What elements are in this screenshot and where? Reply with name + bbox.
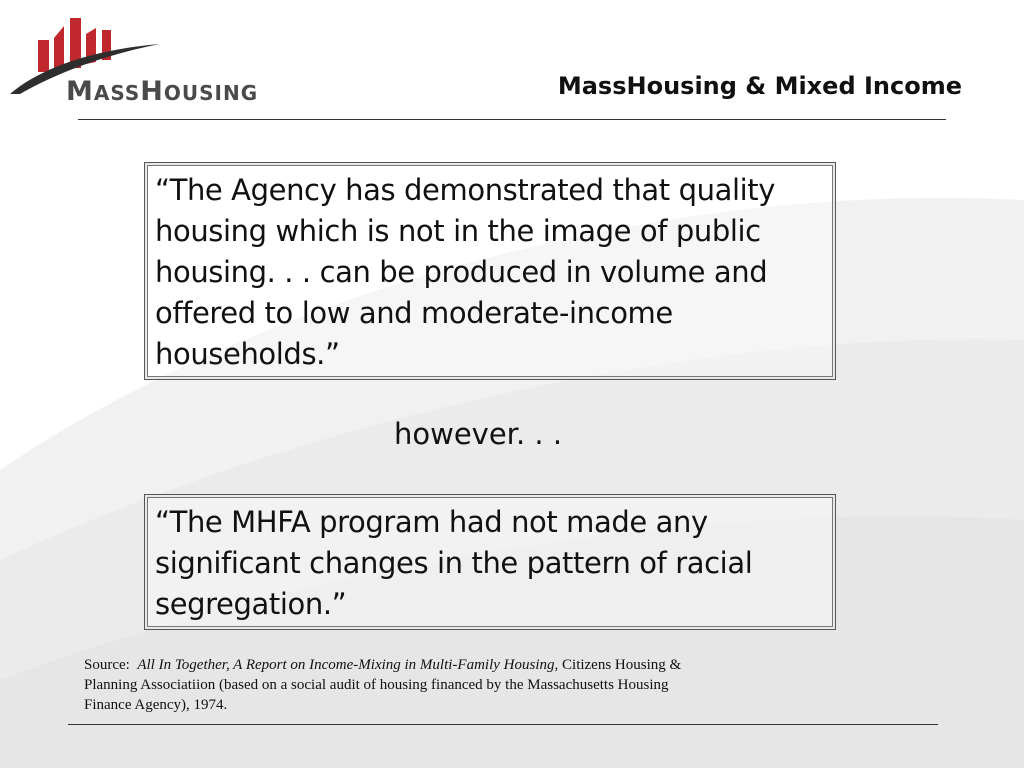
quote-box-agency: “The Agency has demonstrated that quality housing which is not in the image of public housing. . . can be produced in volume and offered to low and moderate-income households.” (144, 162, 836, 380)
quote-box-mhfa: “The MHFA program had not made any significant changes in the pattern of racial segregation.” (144, 494, 836, 630)
source-title: All In Together, A Report on Income-Mixing in Multi-Family Housing (137, 657, 555, 673)
logo-wordmark: MASSHOUSING (66, 76, 259, 107)
footer-divider (68, 724, 938, 725)
header-divider (78, 119, 946, 120)
source-details: , Citizens Housing & Planning Associatiion (based on a social audit of housing financed by the Massachusetts Housing Finance Agency), 1974. (84, 657, 682, 713)
source-label: Source: (84, 657, 130, 673)
connector-text: however. . . (394, 417, 563, 451)
source-citation (84, 655, 684, 715)
page-title: MassHousing & Mixed Income (557, 72, 962, 100)
masshousing-logo (8, 14, 259, 107)
